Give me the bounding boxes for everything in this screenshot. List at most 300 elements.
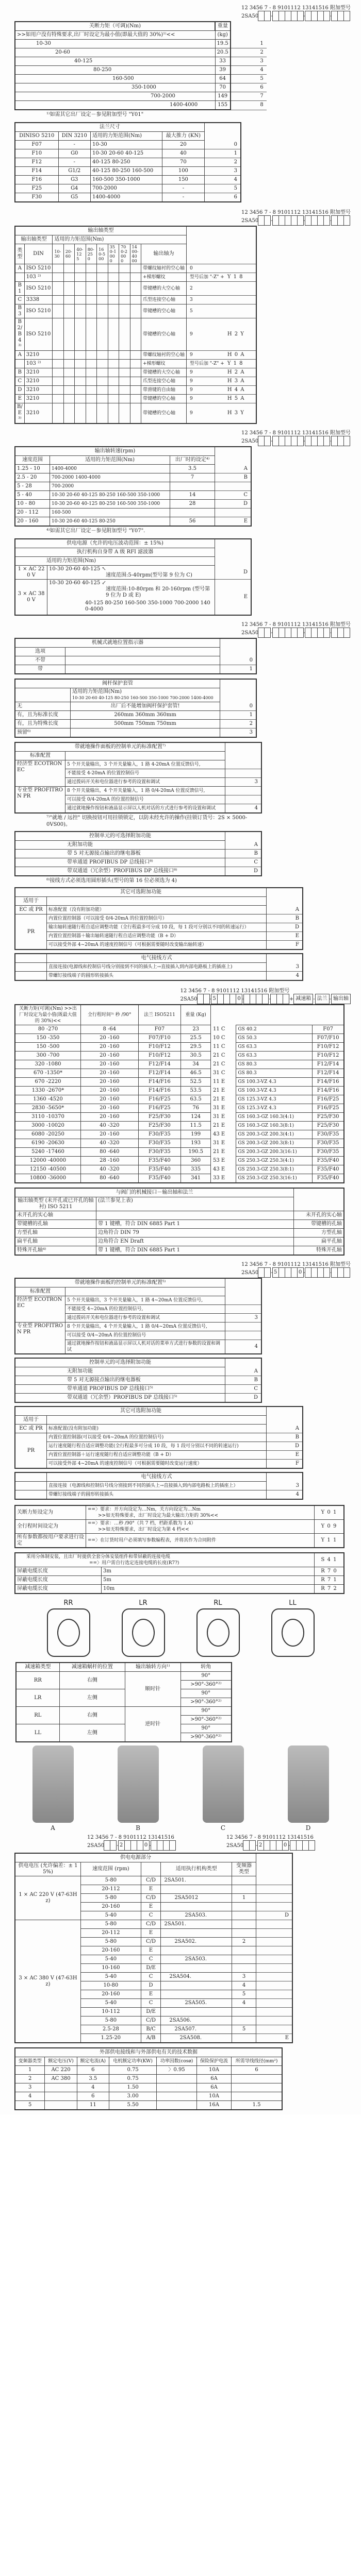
rfi-note: 执行机构自身带 A 级 RFI 滤波器 — [15, 548, 215, 557]
code-box[interactable] — [264, 1267, 271, 1278]
option-code: 21 E — [211, 1095, 236, 1104]
code-boxes — [241, 436, 351, 446]
ranges: 40-125 80-250 — [90, 158, 162, 167]
option-code — [187, 244, 226, 264]
code-box[interactable] — [297, 215, 304, 226]
code-box[interactable] — [323, 1267, 330, 1278]
cell — [232, 2083, 282, 2092]
cell: F14/F16 — [138, 1078, 181, 1087]
cell: 80 -640 — [81, 1174, 139, 1183]
torque-cell — [108, 360, 119, 368]
blank — [65, 665, 220, 674]
table-row — [15, 656, 256, 665]
code-separator: - — [303, 13, 305, 19]
flange: F16/F25 — [313, 1104, 344, 1113]
torque-cell — [130, 273, 141, 282]
table-row — [15, 1376, 261, 1385]
control-options-table — [14, 1358, 262, 1403]
code-box[interactable] — [262, 994, 269, 1004]
cell: 12000 -40000 — [15, 1157, 81, 1165]
voltage: 3 × AC 380 V — [15, 580, 47, 616]
cell: 124 — [181, 1113, 211, 1122]
code-box[interactable]: 5 — [272, 1267, 279, 1278]
cell — [45, 2083, 77, 2092]
feature: 可以接受 0/4~20mA 的位置控制信号 — [65, 1331, 225, 1340]
cell: 190.5 — [181, 1148, 211, 1157]
inverter-type: 4 — [232, 1999, 256, 2008]
flange: F25/F30 — [313, 1113, 344, 1122]
torque-cell — [119, 377, 130, 386]
flange: F30/F35 — [313, 1139, 344, 1148]
option-code: 31 C — [211, 1069, 236, 1078]
torque-cell — [108, 368, 119, 377]
supply-table — [14, 1853, 293, 2043]
code-box[interactable]: 0 — [297, 1267, 304, 1278]
torque-table — [14, 21, 267, 110]
thrust: 20 — [162, 141, 204, 149]
din: 3210 — [24, 377, 53, 386]
gearbox: GS 200.3-GZ 200.3(16:1) — [236, 1148, 313, 1157]
code-box[interactable] — [297, 11, 304, 21]
gear-type: LR — [16, 1689, 59, 1707]
option-code: 5 — [187, 304, 226, 318]
table-row — [15, 858, 261, 867]
code-box[interactable]: 0 — [282, 1840, 289, 1851]
value: 260mm 360mm 360mm — [71, 711, 220, 720]
speed-code: B/C — [141, 2025, 161, 2034]
weight: 155 — [215, 101, 231, 110]
table-row — [15, 395, 256, 403]
speed-code: C/D — [141, 1894, 161, 1903]
torque-cell — [63, 282, 74, 296]
option-code: 0 — [205, 141, 241, 149]
footnote: ⁴⁾如需其它出厂设定－参见附加型号 "Y07". — [46, 528, 145, 534]
torque-cell — [108, 318, 119, 351]
table-row — [15, 702, 256, 711]
code-col-header — [211, 1005, 236, 1025]
table-row — [15, 1876, 292, 1885]
table-row — [15, 711, 256, 720]
table-row — [15, 491, 251, 500]
torque-cell — [53, 386, 63, 395]
din: 103 ²⁾ — [24, 273, 53, 282]
code-positions: 12 3456 7 - 8 9101112 13141516 附加型号 — [180, 988, 290, 994]
option-code: F — [267, 1460, 303, 1469]
code-box[interactable]: 5 — [211, 994, 218, 1004]
type — [15, 360, 24, 368]
cell: 1 — [15, 2066, 45, 2075]
header: 保险保护电流 — [196, 2057, 231, 2066]
option-code: A — [225, 841, 262, 850]
option-code: E — [215, 517, 252, 527]
indicator-section — [0, 638, 361, 674]
inverter-type — [232, 1929, 256, 1938]
table-row — [15, 158, 241, 167]
type: A — [15, 264, 24, 273]
torque-col: 40-125 — [75, 244, 86, 264]
cell: 10800 -36000 — [15, 1174, 81, 1183]
table-row — [16, 1672, 232, 1681]
sleeve-section — [0, 679, 361, 738]
shaft: 未开孔的实心轴 — [15, 1211, 96, 1220]
table-row — [15, 841, 261, 850]
actuator-photo — [203, 1745, 244, 1823]
table-row — [15, 906, 303, 914]
cell: 11 — [77, 2101, 109, 2110]
table-row — [15, 1148, 344, 1157]
interface-section — [0, 1188, 361, 1256]
worm-position: 左侧 — [59, 1689, 125, 1707]
cell: 16A — [196, 2101, 231, 2110]
gear-label: LR — [139, 1599, 147, 1607]
cell: F25/F30 — [138, 1113, 181, 1122]
torque-cell — [75, 318, 86, 351]
iso: F10 — [15, 149, 58, 158]
table-title: 法兰尺寸 — [15, 123, 205, 132]
torque-cell — [119, 351, 130, 360]
option-code: 0 — [220, 656, 257, 665]
gear-label: RR — [63, 1599, 73, 1607]
table-title: 阀杆保护套管 — [15, 679, 220, 688]
table-row — [15, 75, 267, 83]
speed: 20-160 — [81, 1990, 141, 1999]
code-box[interactable] — [283, 994, 289, 1004]
flange: F07/F10 — [313, 1034, 344, 1043]
spacer — [0, 534, 361, 538]
speed-code: C — [141, 1955, 161, 1964]
code-box[interactable] — [323, 11, 330, 21]
cell: F35/F40 — [138, 1165, 181, 1174]
thrust: - — [162, 184, 204, 193]
torque-cell — [75, 296, 86, 304]
torque-cell — [75, 368, 86, 377]
torque-cell — [53, 296, 63, 304]
torque-col: 80-250 — [86, 244, 96, 264]
cell: 1.5 — [232, 2101, 282, 2110]
weight: 33 — [215, 57, 231, 66]
torque-cell — [130, 377, 141, 386]
col-speed: 速度范围 — [15, 456, 50, 465]
din: - — [58, 141, 90, 149]
flange: F30/F35 — [313, 1148, 344, 1157]
blank — [15, 972, 47, 981]
table-row — [15, 1052, 344, 1060]
table-row — [15, 1025, 344, 1034]
option-code: 2 — [205, 158, 241, 167]
code-box[interactable] — [264, 215, 271, 226]
table-row — [15, 1157, 344, 1165]
code-box[interactable] — [308, 1840, 315, 1851]
table-row — [16, 1724, 232, 1733]
col-range: 适用的力矩范围(Nm) — [90, 132, 162, 141]
applies-to: PR — [15, 914, 47, 950]
actuator-type: 2SA505. — [161, 1999, 232, 2008]
supply-section — [0, 1853, 361, 2043]
torque-cell — [97, 403, 108, 424]
table-row — [15, 141, 241, 149]
flange: F12/F14 — [313, 1060, 344, 1069]
inverter-type — [232, 2008, 256, 2016]
code-box[interactable] — [343, 11, 350, 21]
gearbox: GS 250.3-GZ 250.3(4:1) — [236, 1157, 313, 1165]
code-box[interactable] — [343, 436, 350, 446]
code-flange[interactable]: 法兰 — [315, 994, 330, 1004]
speed: 2.5 - 20 — [15, 473, 50, 482]
torque-cell — [130, 318, 141, 351]
option-code: 0 — [187, 264, 226, 273]
col-type: 类型 — [15, 244, 24, 264]
cell: F30/F35 — [138, 1139, 181, 1148]
factory-set: 3.5 — [170, 465, 215, 473]
feature: 通过拨码开关和电位器进行参考的设置和调试 — [65, 778, 225, 787]
torque-cell — [119, 395, 130, 403]
cell: 10A — [196, 2092, 231, 2101]
worm-position: 右侧 — [59, 1707, 125, 1724]
speed: 10-160 — [81, 1964, 141, 1973]
speed: 20-160 — [81, 1903, 141, 1911]
gearbox: GS 160.3-GZ 160.3(4:1) — [236, 1113, 313, 1122]
extra-code: Y 0 1 — [315, 1505, 344, 1520]
table-row — [15, 517, 251, 527]
code-boxes — [241, 1267, 351, 1278]
option-code — [225, 1323, 262, 1331]
cell: F07 — [138, 1025, 181, 1034]
blank — [15, 963, 47, 972]
torque-cell — [53, 304, 63, 318]
actuator-type: 2SA507. — [161, 2025, 232, 2034]
din: 3210 — [24, 403, 53, 424]
torque-cell — [97, 368, 108, 377]
option-code: C — [225, 1385, 262, 1394]
requirement — [86, 1505, 315, 1520]
code-box[interactable] — [323, 628, 330, 638]
inverter-type — [232, 1903, 256, 1911]
din: G5 — [58, 193, 90, 202]
inverter-type: 4 — [232, 1981, 256, 1990]
footnote: ⁸⁾接线方式必须选用圆形插头(型号的第 16 位必须选为 4) — [46, 878, 177, 884]
cell: 1330 -2670* — [15, 1087, 81, 1095]
option-code — [256, 1903, 293, 1911]
header: 供电电压 (允许偏差：± 15%) — [15, 1862, 81, 1876]
speed-code: E — [141, 1946, 161, 1955]
code-separator: - — [271, 630, 273, 636]
option-code — [256, 1955, 293, 1964]
code-box[interactable] — [343, 215, 350, 226]
header-3: 重量 (Kg) — [181, 1005, 211, 1025]
worm-position: 右侧 — [59, 1672, 125, 1689]
code-box[interactable]: 2 — [118, 1840, 125, 1851]
code-box[interactable] — [203, 994, 210, 1004]
extra-code: Y 1 8 — [226, 360, 256, 368]
table-row — [15, 368, 256, 377]
code-box[interactable] — [297, 436, 304, 446]
table-row — [15, 1442, 303, 1451]
code-box[interactable] — [264, 628, 271, 638]
cell: 0.75 — [109, 2066, 156, 2075]
other-options-table — [14, 887, 303, 950]
voltage: 1 × AC 220 V — [15, 566, 47, 580]
table-row — [15, 1920, 292, 1929]
code-box[interactable] — [264, 11, 271, 21]
photo-label: B — [136, 1824, 140, 1832]
cable-label: 屏蔽电缆长度 — [15, 1585, 102, 1594]
weight: 39 — [215, 66, 231, 75]
feature: 8 个开关量输出，4 个开关量输入，1 路 0/4-20mA 位置反馈信号, — [65, 787, 225, 795]
speed: 2.5-28 — [81, 2025, 141, 2034]
ranges: 10-30 20-60 40-125 ↖ — [49, 566, 106, 572]
option-code: 53 E — [211, 1157, 236, 1165]
cell: 46.5 — [181, 1069, 211, 1078]
cell: F10/F12 — [138, 1043, 181, 1052]
control-standard-section — [0, 742, 361, 828]
ranges: 10-30 20-60 40-125 80-250 160-500 350-1000 — [50, 491, 170, 500]
blank — [256, 1862, 293, 1876]
torque-cell — [75, 403, 86, 424]
cell: 6 — [232, 2066, 282, 2075]
option-code: 4 — [225, 804, 262, 814]
torque-cell — [108, 351, 119, 360]
torque-cell — [108, 282, 119, 296]
gearbox: GS 160.3-GZ 160.3(8:1) — [236, 1122, 313, 1130]
value — [71, 728, 220, 738]
col-config: 标准配置 — [15, 1287, 65, 1296]
torque-col: 20-60 — [63, 244, 74, 264]
table-row — [15, 1139, 344, 1148]
speed: 5-80 — [81, 1894, 141, 1903]
option-code: 3 — [267, 963, 303, 972]
header: 转角 — [180, 1663, 232, 1672]
table-row — [15, 1323, 261, 1331]
table-row — [15, 1122, 344, 1130]
option-code: 1 — [205, 149, 241, 158]
gear-symbol — [122, 1599, 165, 1657]
code-box[interactable] — [343, 1267, 350, 1278]
gearbox-diagram-icon — [196, 1608, 240, 1657]
code-positions: 12 3456 7 - 8 9101112 13141516 — [87, 1835, 174, 1840]
feature: 5 个开关量输出，3 个开关量输入，1 路 4~20mA 位置反馈信号, — [65, 1296, 225, 1305]
torque-cell — [108, 273, 119, 282]
inverter-type: 5 — [232, 1990, 256, 1999]
header-2: 法兰 ISO5211 — [138, 1005, 181, 1025]
table-row — [15, 1490, 303, 1500]
col-range: 适用的力矩范围(Nm) — [53, 235, 187, 244]
torque-cell — [108, 296, 119, 304]
cell: 6 — [77, 2092, 109, 2101]
gearbox-diagram-icon — [47, 1608, 90, 1657]
spacer — [0, 1256, 361, 1260]
option-code: D — [267, 1442, 303, 1451]
extra-code: H 3 Y — [226, 403, 256, 424]
speed: 5-80 — [81, 2016, 141, 2025]
torque-cell — [86, 395, 96, 403]
code-box[interactable] — [343, 628, 350, 638]
option-code — [226, 244, 256, 264]
table-row — [15, 1296, 261, 1305]
actuator-photo-item — [32, 1745, 74, 1832]
ranges: 40-125 80-250 160-500 350-1000 700-2000 1400-4000 — [85, 600, 210, 612]
option-code: 型号后加 "-Z" + — [187, 273, 226, 282]
col-option: 选项 — [15, 648, 65, 656]
table-row — [15, 386, 256, 395]
table-row — [15, 665, 256, 674]
code-box[interactable]: 0 — [143, 1840, 150, 1851]
order-code-template — [0, 620, 361, 638]
code-box[interactable] — [264, 436, 271, 446]
cell: 20 -160 — [81, 1113, 139, 1122]
code-shaft[interactable]: 输出轴 — [331, 994, 351, 1004]
table-title: 其它可选附加功能 — [15, 1406, 267, 1416]
code-box[interactable] — [297, 628, 304, 638]
code-box[interactable] — [249, 1840, 256, 1851]
table-row — [15, 1367, 261, 1376]
weight: 64 — [215, 75, 231, 83]
torque-cell — [63, 403, 74, 424]
torque-cell — [53, 377, 63, 386]
table-row — [15, 1238, 344, 1246]
table-row — [15, 1567, 344, 1576]
cell: F30/F35 — [138, 1148, 181, 1157]
table-row — [16, 1689, 232, 1698]
angle: >90°-360°²⁾ — [180, 1733, 232, 1742]
torque-cell — [97, 360, 108, 368]
code-box[interactable]: 2 — [257, 1840, 264, 1851]
output: 带键槽的空心轴 — [141, 318, 186, 351]
gear-label: LL — [289, 1599, 297, 1607]
table-row — [15, 184, 241, 193]
table-row — [15, 48, 267, 57]
option-code — [256, 1876, 293, 1885]
table-row — [15, 282, 256, 296]
code-box[interactable]: 0 — [236, 994, 242, 1004]
table-row — [15, 914, 303, 923]
option: 内置位置控制器＋运行速度随行程自适应调整功能（B + D） — [47, 1451, 267, 1460]
spacer — [0, 118, 361, 122]
ranges: 160-500 350-1000 — [90, 176, 162, 184]
code-box[interactable] — [323, 436, 330, 446]
code-box[interactable] — [323, 215, 330, 226]
option-code: 1 — [220, 711, 257, 720]
cell: F35/F40 — [138, 1157, 181, 1165]
table-row — [15, 1520, 344, 1534]
table-row — [15, 318, 256, 351]
gear-symbols — [31, 1599, 330, 1657]
cell: 150 -350 — [15, 1034, 81, 1043]
torque-cell — [75, 282, 86, 296]
option: 可以接受外部 4~20mA 的速度控制信号（可根据需要随时改变输出轴转速） — [47, 941, 267, 950]
actuator-type: 2SA506. — [161, 2016, 232, 2025]
torque-cell — [119, 368, 130, 377]
ec-label: 经济型 ECOTRON EC — [15, 760, 65, 787]
ranges: 10-30 20-60 40-125 — [90, 149, 162, 158]
shaft: 特殊开孔轴⁴⁾ — [15, 1246, 96, 1256]
factory-set: 56 — [170, 517, 215, 527]
code-prefix: 2SA50 — [241, 1269, 259, 1276]
cell: 1360 -4520 — [15, 1095, 81, 1104]
speed: 20 - 112 — [15, 509, 50, 517]
inverter-type — [232, 1955, 256, 1964]
order-code-supply — [87, 1835, 176, 1851]
angle: 90° — [180, 1689, 232, 1698]
code-gear[interactable]: 减速箱 — [293, 994, 313, 1004]
header: 减速箱蜗杆的位置 — [59, 1663, 125, 1672]
control-options-table — [14, 831, 262, 876]
option-code: 11 C — [211, 1025, 236, 1034]
code-box[interactable] — [169, 1840, 176, 1851]
code-box[interactable] — [110, 1840, 117, 1851]
extra-code — [226, 264, 256, 273]
torque-cell — [108, 377, 119, 386]
torque-col: 1400-4000 — [130, 244, 141, 264]
